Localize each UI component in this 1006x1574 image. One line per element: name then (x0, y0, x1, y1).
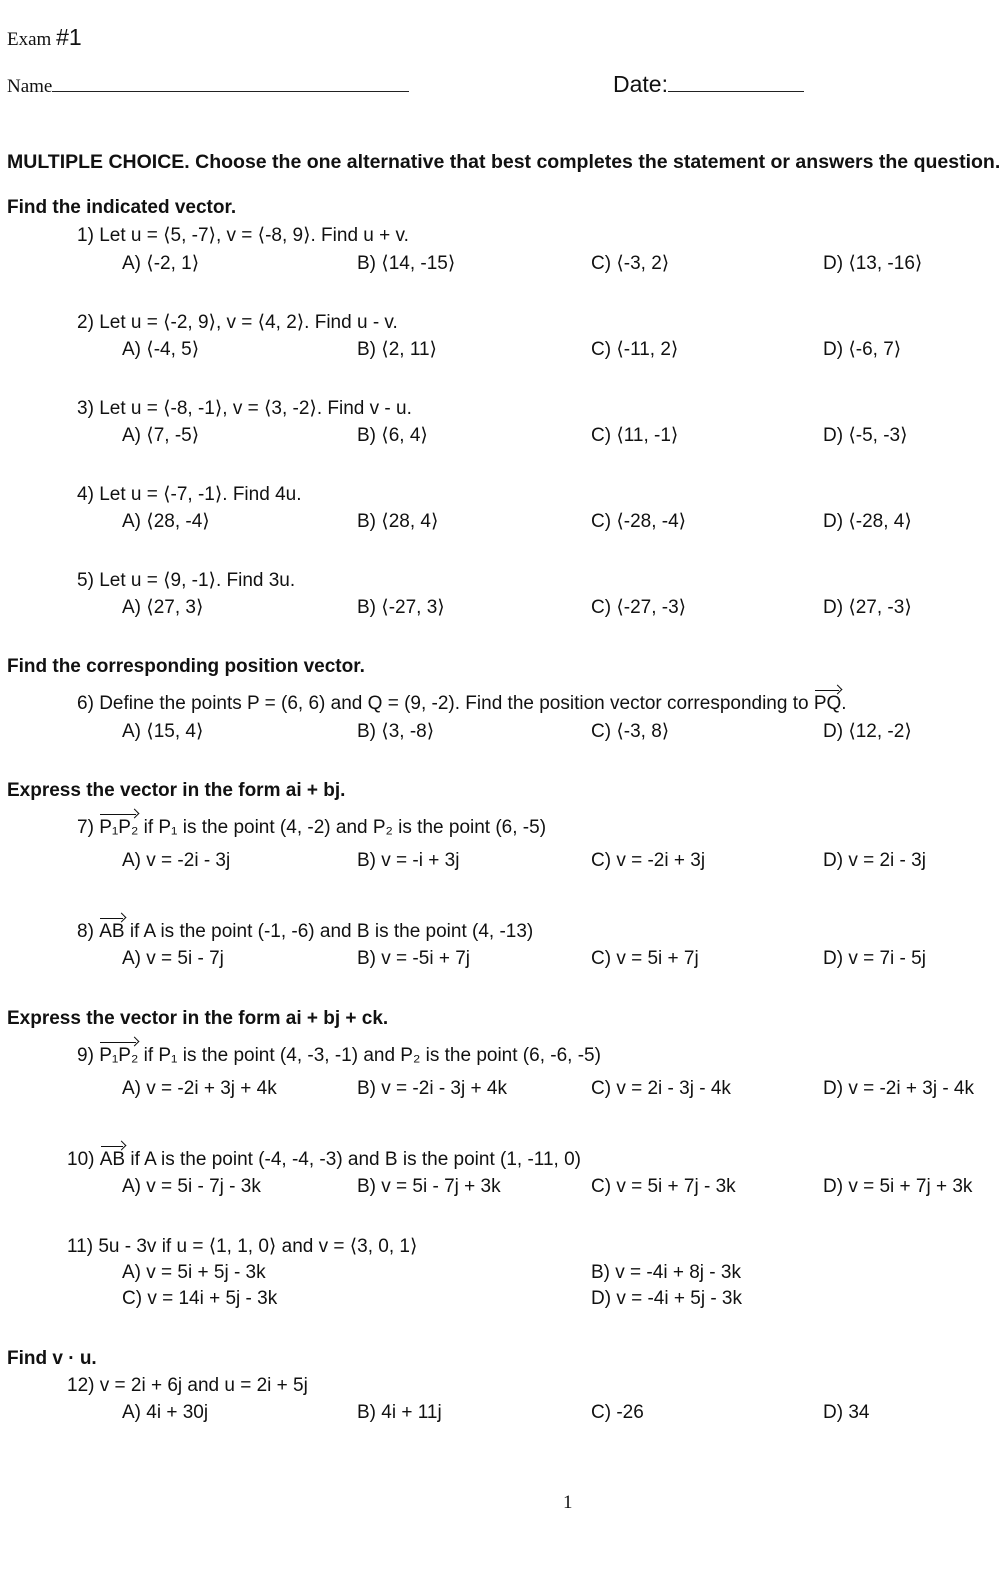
section-heading-dot-product: Find v · u. (7, 1348, 97, 1369)
q7-choice-a[interactable]: A) v = -2i - 3j (122, 850, 231, 871)
question-12: 12) v = 2i + 6j and u = 2i + 5j (67, 1375, 308, 1396)
section-heading-indicated-vector: Find the indicated vector. (7, 197, 237, 218)
question-2: 2) Let u = ⟨-2, 9⟩, v = ⟨4, 2⟩. Find u - v. (77, 312, 398, 333)
vector-p1p2: P₁P₂ (99, 1045, 139, 1066)
page-number: 1 (563, 1492, 573, 1513)
q2-choice-c[interactable]: C) ⟨-11, 2⟩ (591, 339, 679, 360)
question-1: 1) Let u = ⟨5, -7⟩, v = ⟨-8, 9⟩. Find u + v. (77, 225, 409, 246)
exam-title: Exam #1 (7, 24, 82, 50)
q6-choice-b[interactable]: B) ⟨3, -8⟩ (357, 721, 435, 742)
q10-choice-d[interactable]: D) v = 5i + 7j + 3k (823, 1176, 973, 1197)
q11-choice-d[interactable]: D) v = -4i + 5j - 3k (591, 1288, 742, 1309)
q7-choice-c[interactable]: C) v = -2i + 3j (591, 850, 706, 871)
q12-choice-a[interactable]: A) 4i + 30j (122, 1402, 209, 1423)
question-10: 10) AB if A is the point (-4, -4, -3) and B is the point (1, -11, 0) (67, 1149, 581, 1170)
q7-choice-d[interactable]: D) v = 2i - 3j (823, 850, 926, 871)
vector-ab: AB (99, 1149, 126, 1170)
q9-choice-b[interactable]: B) v = -2i - 3j + 4k (357, 1078, 507, 1099)
section-heading-ai-bj: Express the vector in the form ai + bj. (7, 780, 346, 801)
question-4: 4) Let u = ⟨-7, -1⟩. Find 4u. (77, 484, 302, 505)
q11-choice-b[interactable]: B) v = -4i + 8j - 3k (591, 1262, 741, 1283)
vector-ab: AB (99, 921, 125, 942)
date-field[interactable] (613, 71, 804, 98)
q7-choice-b[interactable]: B) v = -i + 3j (357, 850, 460, 871)
q8-choice-c[interactable]: C) v = 5i + 7j (591, 948, 699, 969)
q5-choice-d[interactable]: D) ⟨27, -3⟩ (823, 597, 912, 618)
exam-number: #1 (56, 24, 82, 50)
q6-choice-d[interactable]: D) ⟨12, -2⟩ (823, 721, 912, 742)
q5-choice-a[interactable]: A) ⟨27, 3⟩ (122, 597, 204, 618)
q2-choice-b[interactable]: B) ⟨2, 11⟩ (357, 339, 437, 360)
name-blank[interactable] (52, 91, 409, 92)
q1-choice-b[interactable]: B) ⟨14, -15⟩ (357, 253, 456, 274)
question-5: 5) Let u = ⟨9, -1⟩. Find 3u. (77, 570, 296, 591)
q2-choice-a[interactable]: A) ⟨-4, 5⟩ (122, 339, 200, 360)
q4-choice-b[interactable]: B) ⟨28, 4⟩ (357, 511, 439, 532)
q10-choice-c[interactable]: C) v = 5i + 7j - 3k (591, 1176, 736, 1197)
q3-choice-c[interactable]: C) ⟨11, -1⟩ (591, 425, 679, 446)
q10-choice-b[interactable]: B) v = 5i - 7j + 3k (357, 1176, 501, 1197)
question-11: 11) 5u - 3v if u = ⟨1, 1, 0⟩ and v = ⟨3, 0, 1⟩ (67, 1236, 418, 1257)
instructions: MULTIPLE CHOICE. Choose the one alternative that best completes the statement or answers the question. (7, 151, 1001, 173)
q8-choice-d[interactable]: D) v = 7i - 5j (823, 948, 926, 969)
question-6: 6) Define the points P = (6, 6) and Q = (9, -2). Find the position vector corresponding to PQ. (77, 693, 847, 714)
q12-choice-d[interactable]: D) 34 (823, 1402, 870, 1423)
q8-choice-b[interactable]: B) v = -5i + 7j (357, 948, 470, 969)
name-field[interactable] (7, 76, 409, 98)
q1-choice-a[interactable]: A) ⟨-2, 1⟩ (122, 253, 200, 274)
vector-pq: PQ (813, 693, 842, 714)
question-8: 8) AB if A is the point (-1, -6) and B is the point (4, -13) (77, 921, 534, 942)
q12-choice-c[interactable]: C) -26 (591, 1402, 644, 1423)
q11-choice-c[interactable]: C) v = 14i + 5j - 3k (122, 1288, 278, 1309)
q2-choice-d[interactable]: D) ⟨-6, 7⟩ (823, 339, 902, 360)
name-label: Name (7, 76, 53, 97)
q8-choice-a[interactable]: A) v = 5i - 7j (122, 948, 224, 969)
q1-choice-c[interactable]: C) ⟨-3, 2⟩ (591, 253, 670, 274)
q9-choice-a[interactable]: A) v = -2i + 3j + 4k (122, 1078, 277, 1099)
q3-choice-d[interactable]: D) ⟨-5, -3⟩ (823, 425, 908, 446)
q5-choice-c[interactable]: C) ⟨-27, -3⟩ (591, 597, 687, 618)
q5-choice-b[interactable]: B) ⟨-27, 3⟩ (357, 597, 445, 618)
q4-choice-d[interactable]: D) ⟨-28, 4⟩ (823, 511, 912, 532)
q12-choice-b[interactable]: B) 4i + 11j (357, 1402, 442, 1423)
q6-choice-a[interactable]: A) ⟨15, 4⟩ (122, 721, 204, 742)
q3-choice-b[interactable]: B) ⟨6, 4⟩ (357, 425, 428, 446)
q10-choice-a[interactable]: A) v = 5i - 7j - 3k (122, 1176, 261, 1197)
q9-choice-d[interactable]: D) v = -2i + 3j - 4k (823, 1078, 974, 1099)
question-3: 3) Let u = ⟨-8, -1⟩, v = ⟨3, -2⟩. Find v - u. (77, 398, 412, 419)
q9-choice-c[interactable]: C) v = 2i - 3j - 4k (591, 1078, 731, 1099)
q1-choice-d[interactable]: D) ⟨13, -16⟩ (823, 253, 923, 274)
q4-choice-a[interactable]: A) ⟨28, -4⟩ (122, 511, 210, 532)
q4-choice-c[interactable]: C) ⟨-28, -4⟩ (591, 511, 687, 532)
q6-choice-c[interactable]: C) ⟨-3, 8⟩ (591, 721, 670, 742)
date-label: Date: (613, 71, 668, 97)
q3-choice-a[interactable]: A) ⟨7, -5⟩ (122, 425, 200, 446)
date-blank[interactable] (668, 91, 804, 92)
section-heading-position-vector: Find the corresponding position vector. (7, 656, 365, 677)
vector-p1p2: P₁P₂ (99, 817, 139, 838)
question-7: 7) P₁P₂ if P₁ is the point (4, -2) and P₂ is the point (6, -5) (77, 817, 547, 838)
section-heading-ai-bj-ck: Express the vector in the form ai + bj + ck. (7, 1008, 389, 1029)
question-9: 9) P₁P₂ if P₁ is the point (4, -3, -1) and P₂ is the point (6, -6, -5) (77, 1045, 601, 1066)
q11-choice-a[interactable]: A) v = 5i + 5j - 3k (122, 1262, 266, 1283)
